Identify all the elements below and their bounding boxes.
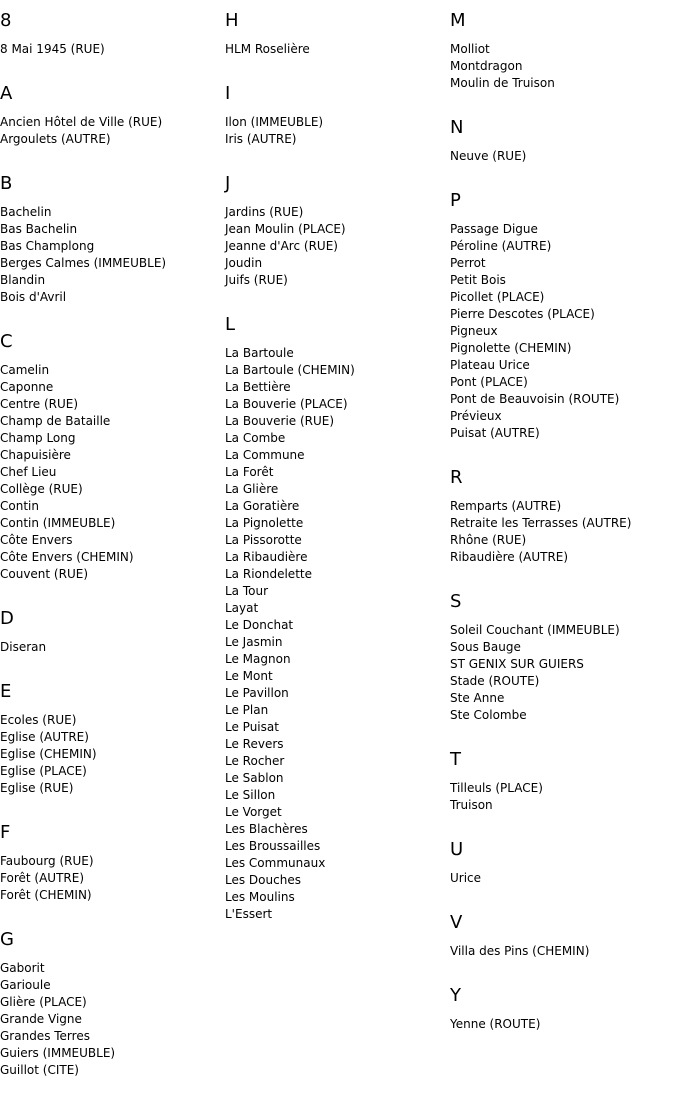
street-link[interactable]: Truison	[450, 798, 493, 812]
street-link[interactable]: L'Essert	[225, 907, 273, 921]
street-link[interactable]: La Bouverie (PLACE)	[225, 397, 348, 411]
street-link[interactable]: La Ribaudière	[225, 550, 308, 564]
street-link[interactable]: Neuve (RUE)	[450, 149, 527, 163]
street-link[interactable]: Le Jasmin	[225, 635, 283, 649]
street-link[interactable]: La Bouverie (RUE)	[225, 414, 335, 428]
letter-section	[0, 163, 225, 321]
street-link[interactable]: Le Magnon	[225, 652, 291, 666]
section-letter-heading: T	[450, 749, 461, 770]
street-link[interactable]: La Glière	[225, 482, 279, 496]
street-list	[450, 498, 675, 581]
street-link[interactable]: Puisat (AUTRE)	[450, 426, 540, 440]
street-list	[0, 362, 225, 598]
letter-section	[0, 598, 225, 671]
street-link[interactable]: Ste Colombe	[450, 708, 527, 722]
section-letter-heading: E	[0, 681, 12, 702]
section-letter-heading: I	[225, 83, 231, 104]
street-link[interactable]: La Tour	[225, 584, 269, 598]
street-link[interactable]: Le Puisat	[225, 720, 279, 734]
street-link[interactable]: Le Sablon	[225, 771, 284, 785]
letter-section	[450, 107, 675, 180]
street-link[interactable]: Juifs (RUE)	[225, 273, 288, 287]
street-list	[225, 345, 450, 938]
street-link[interactable]: Côte Envers (CHEMIN)	[0, 550, 134, 564]
street-link[interactable]: Contin	[0, 499, 39, 513]
section-letter-heading: G	[0, 929, 14, 950]
letter-section	[0, 919, 225, 1094]
street-link[interactable]: Le Revers	[225, 737, 284, 751]
street-link[interactable]: Camelin	[0, 363, 50, 377]
street-link[interactable]: Joudin	[225, 256, 263, 270]
section-letter-heading: C	[0, 331, 13, 352]
street-link[interactable]: Pigneux	[450, 324, 498, 338]
street-list	[0, 41, 225, 73]
section-letter-heading: P	[450, 190, 461, 211]
street-link[interactable]: Picollet (PLACE)	[450, 290, 545, 304]
street-list	[225, 41, 450, 73]
street-link[interactable]: Champ de Bataille	[0, 414, 111, 428]
street-link[interactable]: Péroline (AUTRE)	[450, 239, 552, 253]
street-link[interactable]: Chapuisière	[0, 448, 71, 462]
street-link[interactable]: Les Moulins	[225, 890, 295, 904]
street-link[interactable]: La Riondelette	[225, 567, 312, 581]
street-link[interactable]: Eglise (PLACE)	[0, 764, 87, 778]
street-link[interactable]: Contin (IMMEUBLE)	[0, 516, 116, 530]
street-list	[450, 1016, 675, 1048]
street-list	[0, 114, 225, 163]
street-link[interactable]: Jean Moulin (PLACE)	[225, 222, 346, 236]
street-link[interactable]: Couvent (RUE)	[0, 567, 89, 581]
street-link[interactable]: Eglise (CHEMIN)	[0, 747, 97, 761]
street-link[interactable]: Pont (PLACE)	[450, 375, 528, 389]
section-letter-heading: H	[225, 10, 239, 31]
street-link[interactable]: Les Douches	[225, 873, 301, 887]
street-list	[0, 204, 225, 321]
letter-section	[0, 73, 225, 163]
street-link[interactable]: Les Broussailles	[225, 839, 321, 853]
street-link[interactable]: Chef Lieu	[0, 465, 57, 479]
section-letter-heading: J	[225, 173, 231, 194]
street-link[interactable]: La Forêt	[225, 465, 274, 479]
street-link[interactable]: Le Rocher	[225, 754, 285, 768]
street-link[interactable]: Blandin	[0, 273, 46, 287]
street-list	[450, 148, 675, 180]
letter-section	[450, 902, 675, 975]
street-list	[450, 870, 675, 902]
street-link[interactable]: La Pissorotte	[225, 533, 302, 547]
section-letter-heading: D	[0, 608, 14, 629]
street-link[interactable]: Gaborit	[0, 961, 45, 975]
street-link[interactable]: La Pignolette	[225, 516, 304, 530]
letter-section	[450, 975, 675, 1048]
section-letter-heading: N	[450, 117, 464, 138]
section-letter-heading: A	[0, 83, 13, 104]
street-link[interactable]: Caponne	[0, 380, 54, 394]
street-list	[0, 712, 225, 812]
letter-section	[225, 0, 450, 73]
letter-section	[0, 321, 225, 598]
street-link[interactable]: Stade (ROUTE)	[450, 674, 540, 688]
street-link[interactable]: Les Blachères	[225, 822, 308, 836]
street-link[interactable]: Forêt (AUTRE)	[0, 871, 84, 885]
street-link[interactable]: Retraite les Terrasses (AUTRE)	[450, 516, 632, 530]
street-link[interactable]: Villa des Pins (CHEMIN)	[450, 944, 590, 958]
street-list	[225, 204, 450, 304]
street-link[interactable]: Molliot	[450, 42, 490, 56]
section-letter-heading: U	[450, 839, 464, 860]
street-link[interactable]: Ilon (IMMEUBLE)	[225, 115, 324, 129]
street-link[interactable]: Petit Bois	[450, 273, 506, 287]
street-link[interactable]: Collège (RUE)	[0, 482, 83, 496]
section-letter-heading: S	[450, 591, 462, 612]
street-link[interactable]: Yenne (ROUTE)	[450, 1017, 541, 1031]
street-list	[0, 853, 225, 919]
street-list	[450, 943, 675, 975]
section-letter-heading: B	[0, 173, 13, 194]
street-link[interactable]: Tilleuls (PLACE)	[450, 781, 543, 795]
street-link[interactable]: Passage Digue	[450, 222, 538, 236]
street-link[interactable]: Ecoles (RUE)	[0, 713, 77, 727]
street-link[interactable]: ST GENIX SUR GUIERS	[450, 657, 584, 671]
street-link[interactable]: La Bartoule (CHEMIN)	[225, 363, 355, 377]
street-link[interactable]: Ancien Hôtel de Ville (RUE)	[0, 115, 163, 129]
street-link[interactable]: HLM Roselière	[225, 42, 310, 56]
street-link[interactable]: La Commune	[225, 448, 305, 462]
street-link[interactable]: Moulin de Truison	[450, 76, 555, 90]
letter-section	[450, 180, 675, 457]
street-link[interactable]: Ribaudière (AUTRE)	[450, 550, 569, 564]
street-link[interactable]: Champ Long	[0, 431, 76, 445]
index-column-1	[0, 0, 225, 1094]
street-link[interactable]: Pont de Beauvoisin (ROUTE)	[450, 392, 620, 406]
street-link[interactable]: Pignolette (CHEMIN)	[450, 341, 572, 355]
street-link[interactable]: Glière (PLACE)	[0, 995, 87, 1009]
index-column-3	[450, 0, 675, 1048]
street-list	[225, 114, 450, 163]
letter-section	[225, 163, 450, 304]
street-link[interactable]: Diseran	[0, 640, 47, 654]
street-link[interactable]: Le Vorget	[225, 805, 282, 819]
street-link[interactable]: La Bettière	[225, 380, 291, 394]
street-link[interactable]: Centre (RUE)	[0, 397, 79, 411]
section-letter-heading: V	[450, 912, 463, 933]
street-link[interactable]: Perrot	[450, 256, 486, 270]
street-link[interactable]: Jardins (RUE)	[225, 205, 304, 219]
street-link[interactable]: Plateau Urice	[450, 358, 530, 372]
street-list	[450, 41, 675, 107]
letter-section	[450, 829, 675, 902]
street-link[interactable]: Bas Champlong	[0, 239, 95, 253]
street-link[interactable]: Eglise (RUE)	[0, 781, 74, 795]
letter-section	[0, 671, 225, 812]
street-link[interactable]: Bas Bachelin	[0, 222, 78, 236]
letter-section	[225, 73, 450, 163]
street-link[interactable]: La Goratière	[225, 499, 300, 513]
letter-section	[450, 739, 675, 829]
street-link[interactable]: Guiers (IMMEUBLE)	[0, 1046, 116, 1060]
index-column-2	[225, 0, 450, 938]
street-list	[450, 221, 675, 457]
section-letter-heading: 8	[0, 10, 12, 31]
street-link[interactable]: Iris (AUTRE)	[225, 132, 297, 146]
street-link[interactable]: Soleil Couchant (IMMEUBLE)	[450, 623, 620, 637]
street-list	[450, 780, 675, 829]
street-link[interactable]: Rhône (RUE)	[450, 533, 527, 547]
street-link[interactable]: Faubourg (RUE)	[0, 854, 94, 868]
street-link[interactable]: Bois d'Avril	[0, 290, 67, 304]
street-link[interactable]: Grandes Terres	[0, 1029, 90, 1043]
street-link[interactable]: Layat	[225, 601, 259, 615]
street-link[interactable]: Remparts (AUTRE)	[450, 499, 562, 513]
letter-section	[0, 0, 225, 73]
street-link[interactable]: 8 Mai 1945 (RUE)	[0, 42, 105, 56]
street-link[interactable]: Les Communaux	[225, 856, 326, 870]
letter-section	[225, 304, 450, 938]
section-letter-heading: L	[225, 314, 236, 335]
street-link[interactable]: Le Pavillon	[225, 686, 289, 700]
street-link[interactable]: Bachelin	[0, 205, 52, 219]
street-link[interactable]: Guillot (CITE)	[0, 1063, 79, 1077]
street-list	[450, 622, 675, 739]
street-link[interactable]: Ste Anne	[450, 691, 505, 705]
street-link[interactable]: Le Donchat	[225, 618, 294, 632]
letter-section	[0, 812, 225, 919]
street-link[interactable]: Pierre Descotes (PLACE)	[450, 307, 595, 321]
street-list	[0, 639, 225, 671]
street-link[interactable]: Sous Bauge	[450, 640, 521, 654]
letter-section	[450, 457, 675, 581]
street-link[interactable]: Le Plan	[225, 703, 269, 717]
street-link[interactable]: Argoulets (AUTRE)	[0, 132, 111, 146]
street-link[interactable]: La Bartoule	[225, 346, 294, 360]
street-link[interactable]: Prévieux	[450, 409, 502, 423]
street-link[interactable]: Jeanne d'Arc (RUE)	[225, 239, 338, 253]
street-link[interactable]: Grande Vigne	[0, 1012, 82, 1026]
street-link[interactable]: Le Sillon	[225, 788, 276, 802]
street-link[interactable]: Eglise (AUTRE)	[0, 730, 89, 744]
section-letter-heading: M	[450, 10, 466, 31]
section-letter-heading: R	[450, 467, 463, 488]
street-link[interactable]: Forêt (CHEMIN)	[0, 888, 92, 902]
section-letter-heading: Y	[450, 985, 461, 1006]
street-link[interactable]: Berges Calmes (IMMEUBLE)	[0, 256, 167, 270]
street-link[interactable]: Le Mont	[225, 669, 273, 683]
street-link[interactable]: Garioule	[0, 978, 51, 992]
street-link[interactable]: Montdragon	[450, 59, 523, 73]
letter-section	[450, 0, 675, 107]
street-link[interactable]: Urice	[450, 871, 482, 885]
street-link[interactable]: La Combe	[225, 431, 286, 445]
section-letter-heading: F	[0, 822, 11, 843]
street-link[interactable]: Côte Envers	[0, 533, 73, 547]
street-list	[0, 960, 225, 1094]
letter-section	[450, 581, 675, 739]
